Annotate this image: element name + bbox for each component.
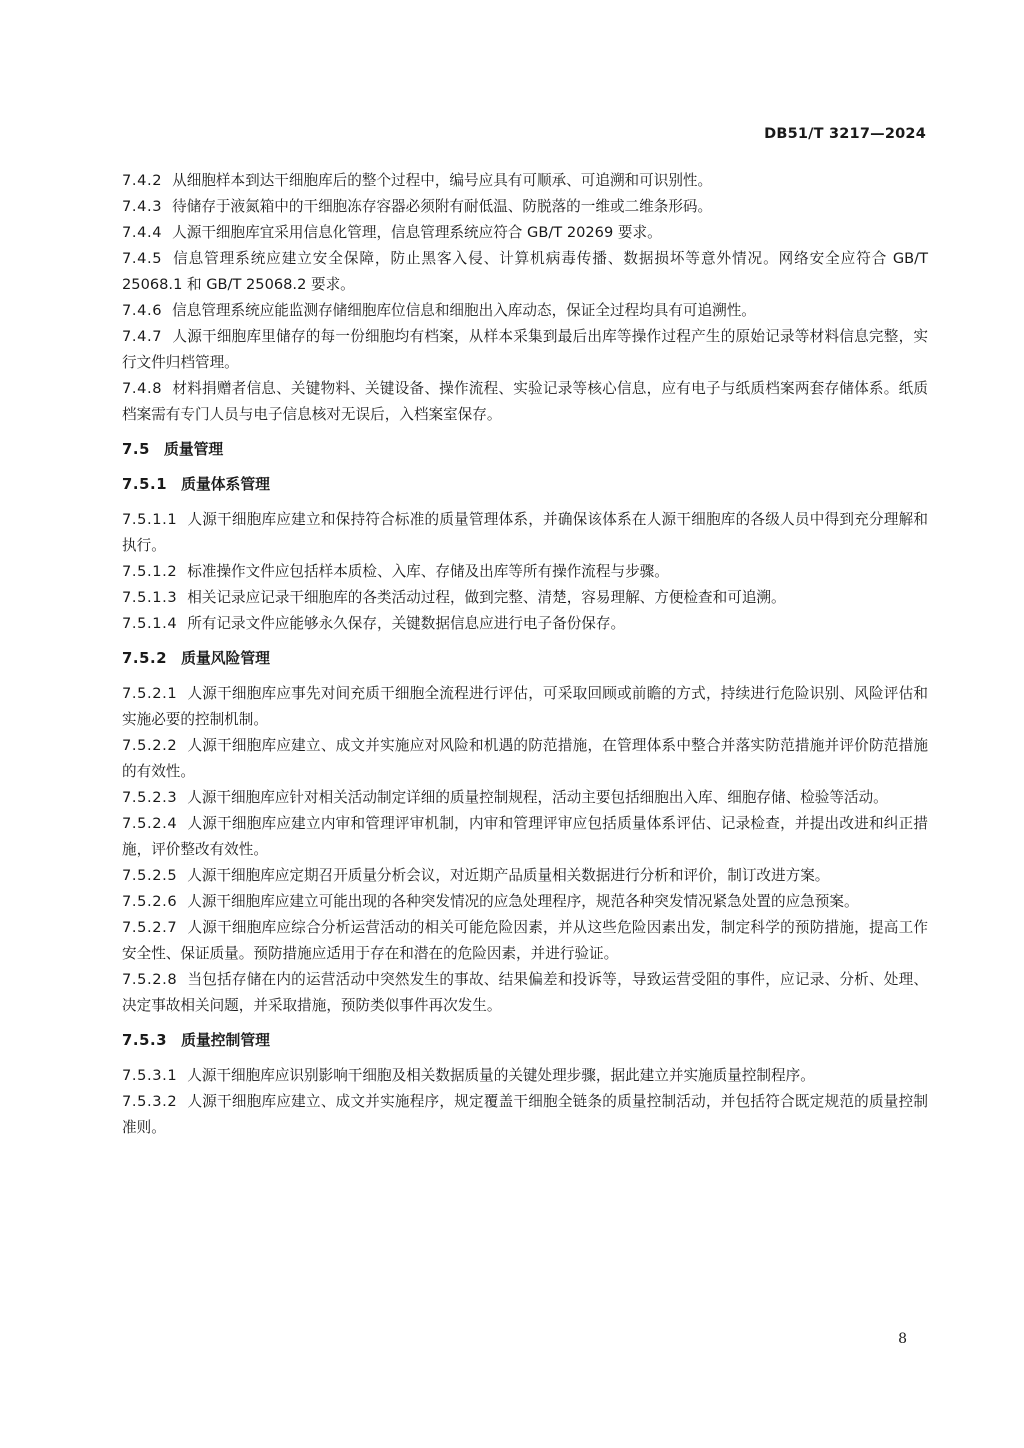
section-heading-7-5-1 bbox=[122, 472, 928, 498]
clause-7-5-2-7 bbox=[122, 915, 928, 967]
clause-text: 人源干细胞库里储存的每一份细胞均有档案，从样本采集到最后出库等操作过程产生的原始记录等材料信息完整，实行文件归档管理。 bbox=[122, 328, 928, 371]
clause-7-5-2-1 bbox=[122, 681, 928, 733]
clause-text: 待储存于液氮箱中的干细胞冻存容器必须附有耐低温、防脱落的一维或二维条形码。 bbox=[172, 198, 713, 215]
clause-number: 7.4.3 bbox=[122, 198, 163, 215]
section-number: 7.5.1 bbox=[122, 476, 168, 493]
clause-text: 人源干细胞库应综合分析运营活动的相关可能危险因素，并从这些危险因素出发，制定科学的预防措施，提高工作安全性、保证质量。预防措施应适用于存在和潜在的危险因素，并进行验证。 bbox=[122, 919, 928, 962]
clause-number: 7.4.2 bbox=[122, 172, 163, 189]
clause-text: 标准操作文件应包括样本质检、入库、存储及出库等所有操作流程与步骤。 bbox=[187, 563, 669, 580]
clause-7-5-2-4 bbox=[122, 811, 928, 863]
clause-text: 信息管理系统应建立安全保障，防止黑客入侵、计算机病毒传播、数据损坏等意外情况。网络安全应符合 GB/T 25068.1 和 GB/T 25068.2 要求。 bbox=[122, 250, 928, 293]
section-number: 7.5 bbox=[122, 441, 151, 458]
clause-7-5-2-3 bbox=[122, 785, 928, 811]
clause-text: 当包括存储在内的运营活动中突然发生的事故、结果偏差和投诉等，导致运营受阻的事件，应记录、分析、处理、决定事故相关问题，并采取措施，预防类似事件再次发生。 bbox=[122, 971, 928, 1014]
page-number: 8 bbox=[898, 1331, 907, 1347]
clause-text: 相关记录应记录干细胞库的各类活动过程，做到完整、清楚，容易理解、方便检查和可追溯。 bbox=[187, 589, 786, 606]
clause-number: 7.5.2.8 bbox=[122, 971, 178, 988]
section-heading-7-5 bbox=[122, 437, 928, 463]
clause-number: 7.5.2.1 bbox=[122, 685, 178, 702]
clause-7-4-4 bbox=[122, 220, 928, 246]
clause-7-5-1-1 bbox=[122, 507, 928, 559]
clause-7-5-1-4 bbox=[122, 611, 928, 637]
clause-7-5-1-3 bbox=[122, 585, 928, 611]
clause-number: 7.4.6 bbox=[122, 302, 163, 319]
clause-7-4-8 bbox=[122, 376, 928, 428]
clause-text: 人源干细胞库应建立和保持符合标准的质量管理体系，并确保该体系在人源干细胞库的各级人员中得到充分理解和执行。 bbox=[122, 511, 928, 554]
section-number: 7.5.2 bbox=[122, 650, 168, 667]
section-heading-7-5-2 bbox=[122, 646, 928, 672]
section-title: 质量风险管理 bbox=[181, 650, 270, 667]
clause-text: 人源干细胞库应事先对间充质干细胞全流程进行评估，可采取回顾或前瞻的方式，持续进行危险识别、风险评估和实施必要的控制机制。 bbox=[122, 685, 928, 728]
clause-7-5-2-5 bbox=[122, 863, 928, 889]
document-body bbox=[122, 168, 928, 1141]
clause-text: 所有记录文件应能够永久保存，关键数据信息应进行电子备份保存。 bbox=[187, 615, 626, 632]
clause-number: 7.5.2.7 bbox=[122, 919, 178, 936]
clause-number: 7.5.3.2 bbox=[122, 1093, 178, 1110]
clause-number: 7.5.2.3 bbox=[122, 789, 178, 806]
section-heading-7-5-3 bbox=[122, 1028, 928, 1054]
clause-number: 7.4.5 bbox=[122, 250, 163, 267]
clause-number: 7.5.2.4 bbox=[122, 815, 178, 832]
clause-7-4-6 bbox=[122, 298, 928, 324]
clause-number: 7.4.7 bbox=[122, 328, 163, 345]
clause-text: 人源干细胞库应针对相关活动制定详细的质量控制规程，活动主要包括细胞出入库、细胞存储、检验等活动。 bbox=[187, 789, 888, 806]
clause-number: 7.5.1.1 bbox=[122, 511, 178, 528]
clause-number: 7.5.1.3 bbox=[122, 589, 178, 606]
clause-7-5-1-2 bbox=[122, 559, 928, 585]
clause-number: 7.4.8 bbox=[122, 380, 163, 397]
clause-text: 信息管理系统应能监测存储细胞库位信息和细胞出入库动态，保证全过程均具有可追溯性。 bbox=[172, 302, 756, 319]
clause-number: 7.5.2.2 bbox=[122, 737, 178, 754]
clause-text: 人源干细胞库应定期召开质量分析会议，对近期产品质量相关数据进行分析和评价，制订改进方案。 bbox=[187, 867, 830, 884]
clause-7-5-2-6 bbox=[122, 889, 928, 915]
section-title: 质量体系管理 bbox=[181, 476, 270, 493]
clause-7-4-2 bbox=[122, 168, 928, 194]
clause-7-5-2-2 bbox=[122, 733, 928, 785]
section-title: 质量控制管理 bbox=[181, 1032, 270, 1049]
clause-text: 人源干细胞库应建立内审和管理评审机制，内审和管理评审应包括质量体系评估、记录检查，并提出改进和纠正措施，评价整改有效性。 bbox=[122, 815, 928, 858]
clause-number: 7.5.2.5 bbox=[122, 867, 178, 884]
clause-text: 材料捐赠者信息、关键物料、关键设备、操作流程、实验记录等核心信息，应有电子与纸质档案两套存储体系。纸质档案需有专门人员与电子信息核对无误后，入档案室保存。 bbox=[122, 380, 928, 423]
clause-number: 7.5.1.2 bbox=[122, 563, 178, 580]
clause-text: 从细胞样本到达干细胞库后的整个过程中，编号应具有可顺承、可追溯和可识别性。 bbox=[172, 172, 713, 189]
clause-7-5-2-8 bbox=[122, 967, 928, 1019]
document-code: DB51/T 3217—2024 bbox=[764, 126, 926, 142]
clause-text: 人源干细胞库应建立、成文并实施程序，规定覆盖干细胞全链条的质量控制活动，并包括符合既定规范的质量控制准则。 bbox=[122, 1093, 928, 1136]
clause-number: 7.5.1.4 bbox=[122, 615, 178, 632]
clause-7-4-7 bbox=[122, 324, 928, 376]
clause-7-4-5 bbox=[122, 246, 928, 298]
clause-text: 人源干细胞库宜采用信息化管理，信息管理系统应符合 GB/T 20269 要求。 bbox=[172, 224, 662, 241]
clause-number: 7.5.2.6 bbox=[122, 893, 178, 910]
clause-7-4-3 bbox=[122, 194, 928, 220]
section-number: 7.5.3 bbox=[122, 1032, 168, 1049]
clause-text: 人源干细胞库应建立可能出现的各种突发情况的应急处理程序，规范各种突发情况紧急处置的应急预案。 bbox=[187, 893, 859, 910]
clause-7-5-3-1 bbox=[122, 1063, 928, 1089]
section-title: 质量管理 bbox=[164, 441, 224, 458]
clause-number: 7.5.3.1 bbox=[122, 1067, 178, 1084]
clause-7-5-3-2 bbox=[122, 1089, 928, 1141]
clause-text: 人源干细胞库应建立、成文并实施应对风险和机遇的防范措施，在管理体系中整合并落实防范措施并评价防范措施的有效性。 bbox=[122, 737, 928, 780]
clause-text: 人源干细胞库应识别影响干细胞及相关数据质量的关键处理步骤，据此建立并实施质量控制程序。 bbox=[187, 1067, 815, 1084]
clause-number: 7.4.4 bbox=[122, 224, 163, 241]
